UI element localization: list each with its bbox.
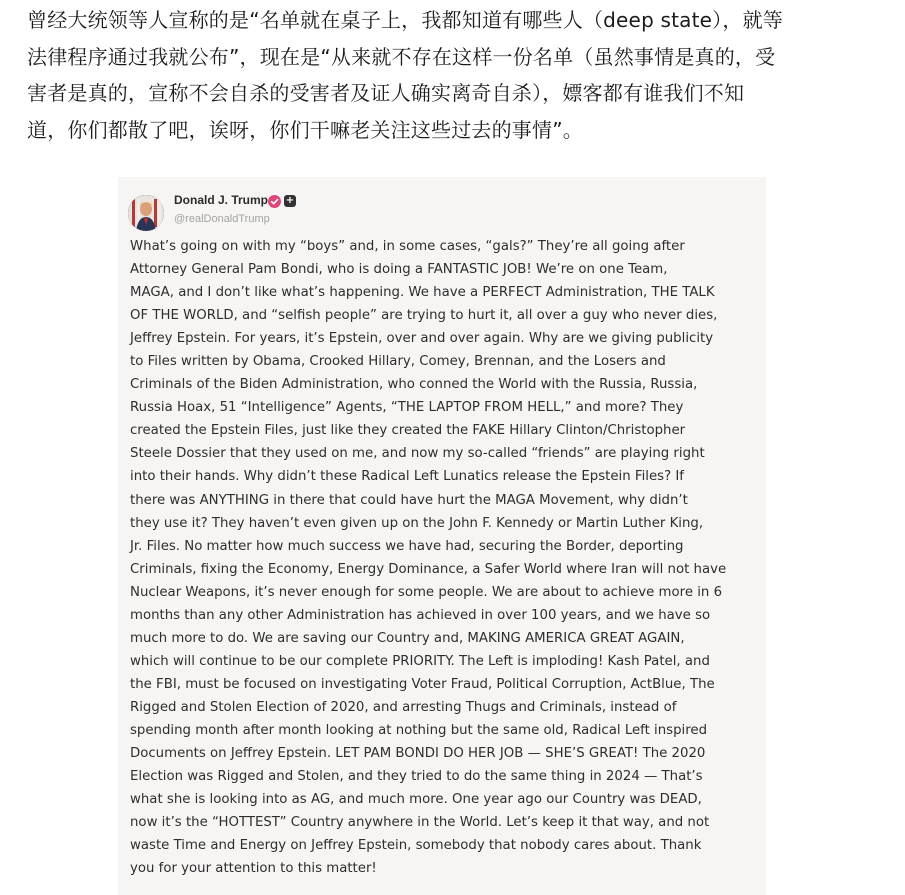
- post-line: MAGA, and I don’t like what’s happening. We have a PERFECT Administration, THE TALK: [130, 285, 715, 301]
- post-body: [130, 235, 760, 880]
- post-line: they use it? They haven’t even given up on the John F. Kennedy or Martin Luther King,: [130, 515, 704, 531]
- post-line: Criminals, fixing the Economy, Energy Dominance, a Safer World where Iran will not have: [130, 561, 727, 577]
- post-line: the FBI, must be focused on investigating Voter Fraud, Political Corruption, ActBlue, The: [130, 676, 715, 692]
- post-line: OF THE WORLD, and “selfish people” are trying to hurt it, all over a guy who never dies,: [130, 308, 718, 324]
- article-line: 法律程序通过我就公布”，现在是“从来就不存在这样一份名单（虽然事情是真的，受: [27, 44, 776, 69]
- article-line: 道，你们都散了吧，诶呀，你们干嘛老关注这些过去的事情”。: [27, 117, 583, 142]
- avatar: [128, 195, 164, 231]
- post-line: what she is looking into as AG, and much more. One year ago our Country was DEAD,: [130, 792, 702, 808]
- post-line: Jr. Files. No matter how much success we have had, securing the Border, deporting: [130, 538, 684, 554]
- post-line: Russia Hoax, 51 “Intelligence” Agents, “THE LAPTOP FROM HELL,” and more? They: [130, 400, 684, 416]
- post-line: into their hands. Why didn’t these Radical Left Lunatics release the Epstein Files? If: [130, 469, 684, 485]
- post-line: What’s going on with my “boys” and, in some cases, “gals?” They’re all going after: [130, 239, 685, 254]
- post-line: created the Epstein Files, just like they created the FAKE Hillary Clinton/Christopher: [130, 423, 686, 439]
- post-line: spending month after month looking at nothing but the same old, Radical Left inspired: [130, 722, 708, 738]
- article-paragraph: [27, 2, 877, 148]
- post-line: Steele Dossier that they used on me, and now my so-called “friends” are playing right: [130, 446, 705, 462]
- post-line: Criminals of the Biden Administration, who conned the World with the Russia, Russia,: [130, 377, 698, 393]
- post-line: Attorney General Pam Bondi, who is doing a FANTASTIC JOB! We’re on one Team,: [130, 262, 668, 278]
- author-handle[interactable]: @realDonaldTrump: [174, 213, 270, 225]
- article-line: 害者是真的，宣称不会自杀的受害者及证人确实离奇自杀），嫖客都有谁我们不知: [27, 81, 745, 105]
- post-line: you for your attention to this matter!: [130, 861, 377, 877]
- post-line: waste Time and Energy on Jeffrey Epstein, somebody that nobody cares about. Thank: [130, 838, 702, 854]
- post-line: Rigged and Stolen Election of 2020, and arresting Thugs and Criminals, instead of: [130, 699, 677, 715]
- article-line: 曾经大统领等人宣称的是“名单就在桌子上，我都知道有哪些人（deep state），就等: [27, 8, 783, 32]
- social-post-screenshot[interactable]: [118, 177, 766, 895]
- verified-badge-icon: [268, 195, 281, 208]
- post-line: now it’s the “HOTTEST” Country anywhere in the World. Let’s keep it that way, and not: [130, 815, 710, 831]
- author-name[interactable]: Donald J. Trump: [174, 193, 269, 207]
- avatar-image: [128, 195, 164, 231]
- post-line: much more to do. We are saving our Country and, MAKING AMERICA GREAT AGAIN,: [130, 630, 685, 646]
- post-line: Documents on Jeffrey Epstein. LET PAM BONDI DO HER JOB — SHE’S GREAT! The 2020: [130, 746, 706, 762]
- post-line: Nuclear Weapons, it’s never enough for some people. We are about to achieve more in 6: [130, 584, 723, 600]
- post-line: to Files written by Obama, Crooked Hillary, Comey, Brennan, and the Losers and: [130, 354, 666, 370]
- post-line: which will continue to be our complete PRIORITY. The Left is imploding! Kash Patel, and: [130, 653, 710, 669]
- post-line: there was ANYTHING in there that could have hurt the MAGA Movement, why didn’t: [130, 492, 688, 508]
- affiliation-badge-icon: +: [285, 195, 295, 206]
- post-line: months than any other Administration has achieved in over 100 years, and we have so: [130, 607, 711, 623]
- post-line: Jeffrey Epstein. For years, it’s Epstein, over and over again. Why are we giving publicity: [130, 331, 714, 347]
- post-line: Election was Rigged and Stolen, and they tried to do the same thing in 2024 — That’s: [130, 769, 703, 785]
